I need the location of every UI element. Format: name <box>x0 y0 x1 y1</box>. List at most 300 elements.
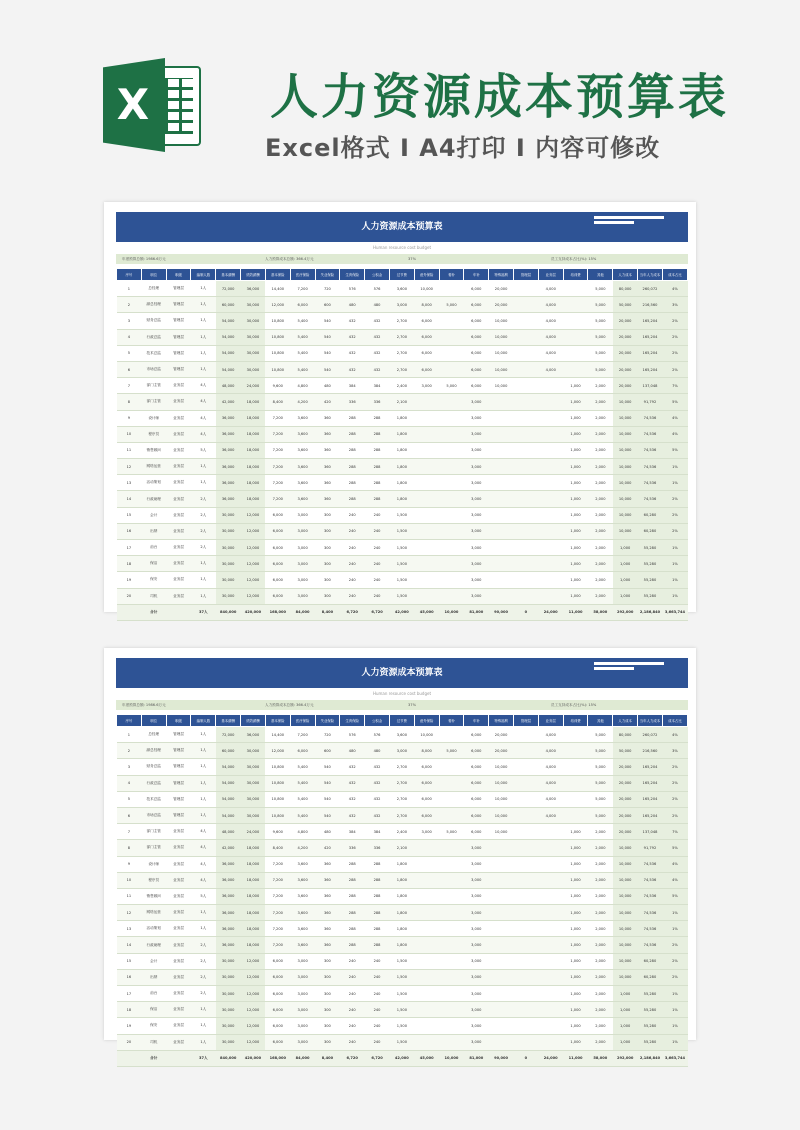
table-cell <box>538 459 563 475</box>
table-cell: 1,500 <box>389 556 414 572</box>
table-cell <box>439 507 464 523</box>
table-cell: 2% <box>662 969 687 985</box>
total-cell: 24,000 <box>538 604 563 620</box>
table-cell: 30,000 <box>241 791 266 807</box>
table-cell: 1,000 <box>563 969 588 985</box>
table-cell: 24,000 <box>241 378 266 394</box>
table-cell: 12,000 <box>241 556 266 572</box>
table-cell: 业务层 <box>166 426 191 442</box>
table-cell: 7 <box>117 824 142 840</box>
hero-banner <box>0 0 800 190</box>
table-cell <box>514 888 539 904</box>
table-cell: 13 <box>117 921 142 937</box>
total-row <box>117 1050 688 1066</box>
table-cell: 12 <box>117 459 142 475</box>
table-cell: 432 <box>340 361 365 377</box>
table-cell: 3,000 <box>464 394 489 410</box>
table-cell <box>514 953 539 969</box>
table-cell: 10,000 <box>613 856 638 872</box>
column-header: 人力成本 <box>613 715 638 727</box>
table-cell: 财务总监 <box>141 759 166 775</box>
table-cell: 7,200 <box>265 426 290 442</box>
table-cell: 3,000 <box>290 953 315 969</box>
sheet-subtitle: Human resource cost budget <box>372 245 432 250</box>
table-cell: 30,000 <box>241 743 266 759</box>
table-cell <box>514 921 539 937</box>
table-cell: 7% <box>662 378 687 394</box>
table-cell: 10 <box>117 872 142 888</box>
table-cell: 3,600 <box>290 937 315 953</box>
table-cell: 300 <box>315 556 340 572</box>
table-cell <box>563 743 588 759</box>
table-cell: 管理层 <box>166 759 191 775</box>
table-cell <box>514 313 539 329</box>
table-cell <box>489 588 514 604</box>
excel-logo-icon: X <box>103 58 203 152</box>
table-cell: 5人 <box>191 888 216 904</box>
table-cell: 1% <box>662 1002 687 1018</box>
table-cell: 3,600 <box>290 442 315 458</box>
table-cell: 30,000 <box>241 759 266 775</box>
table-cell: 3,600 <box>290 856 315 872</box>
table-cell: 288 <box>365 905 390 921</box>
table-cell <box>538 442 563 458</box>
table-cell: 300 <box>315 1018 340 1034</box>
table-cell: 288 <box>340 921 365 937</box>
table-cell: 5 <box>117 791 142 807</box>
table-cell <box>538 507 563 523</box>
table-cell <box>489 540 514 556</box>
table-cell: 20,000 <box>613 361 638 377</box>
table-cell: 1,000 <box>563 410 588 426</box>
table-cell <box>514 507 539 523</box>
total-cell: 6,720 <box>340 1050 365 1066</box>
table-cell: 3,000 <box>464 888 489 904</box>
table-cell: 5,000 <box>588 759 613 775</box>
table-cell: 设计师 <box>141 410 166 426</box>
table-cell: 1,000 <box>563 442 588 458</box>
table-cell: 576 <box>340 727 365 743</box>
table-cell: 部门主管 <box>141 840 166 856</box>
table-cell: 业务层 <box>166 856 191 872</box>
table-cell: 销售顾问 <box>141 442 166 458</box>
table-cell: 业务层 <box>166 556 191 572</box>
table-cell <box>514 588 539 604</box>
column-header: 管理层 <box>514 715 539 727</box>
table-cell: 5,000 <box>439 378 464 394</box>
table-cell: 6,000 <box>464 727 489 743</box>
table-cell: 42,000 <box>216 394 241 410</box>
table-cell: 1,000 <box>563 986 588 1002</box>
table-row <box>117 523 688 539</box>
table-cell: 3,000 <box>290 1002 315 1018</box>
table-cell: 1,500 <box>389 1002 414 1018</box>
table-cell <box>514 329 539 345</box>
table-cell: 480 <box>365 297 390 313</box>
table-cell: 2,700 <box>389 345 414 361</box>
table-cell: 20,000 <box>489 743 514 759</box>
table-row <box>117 556 688 572</box>
total-cell: 6,720 <box>365 1050 390 1066</box>
table-cell: 60,280 <box>638 953 663 969</box>
total-cell: 0 <box>514 604 539 620</box>
table-cell: 1人 <box>191 475 216 491</box>
table-row <box>117 297 688 313</box>
table-cell: 12,000 <box>241 953 266 969</box>
column-header: 职级 <box>166 715 191 727</box>
table-cell <box>538 856 563 872</box>
table-cell: 20,000 <box>613 329 638 345</box>
table-row <box>117 491 688 507</box>
table-cell: 2,100 <box>389 840 414 856</box>
table-cell: 6,000 <box>265 556 290 572</box>
table-cell: 保洁 <box>141 556 166 572</box>
table-cell: 2人 <box>191 953 216 969</box>
sheet-preview-1 <box>104 202 696 615</box>
table-cell: 3,000 <box>464 588 489 604</box>
table-cell <box>514 345 539 361</box>
table-cell: 74,536 <box>638 426 663 442</box>
table-cell <box>414 556 439 572</box>
table-cell <box>489 556 514 572</box>
table-cell: 165,204 <box>638 329 663 345</box>
table-cell: 6,000 <box>464 791 489 807</box>
table-cell: 2,700 <box>389 791 414 807</box>
table-cell: 12 <box>117 905 142 921</box>
table-cell <box>439 475 464 491</box>
table-cell: 36,000 <box>216 426 241 442</box>
table-cell: 432 <box>340 345 365 361</box>
column-header: 绩效薪酬 <box>241 269 266 281</box>
table-cell: 30,000 <box>216 953 241 969</box>
total-cell: 420,000 <box>241 1050 266 1066</box>
table-cell: 5,000 <box>588 297 613 313</box>
table-cell: 5,400 <box>290 775 315 791</box>
table-cell: 4 <box>117 775 142 791</box>
table-cell: 3,000 <box>464 523 489 539</box>
table-cell: 300 <box>315 986 340 1002</box>
column-header: 其他 <box>588 715 613 727</box>
table-cell: 3,000 <box>464 426 489 442</box>
table-cell: 5,000 <box>588 329 613 345</box>
table-row <box>117 953 688 969</box>
table-cell: 540 <box>315 775 340 791</box>
table-cell <box>414 540 439 556</box>
table-cell <box>563 807 588 823</box>
table-cell <box>514 410 539 426</box>
table-row <box>117 540 688 556</box>
table-cell <box>514 281 539 297</box>
table-row <box>117 807 688 823</box>
table-cell: 10,000 <box>613 442 638 458</box>
total-cell: 10,000 <box>439 1050 464 1066</box>
table-cell: 1人 <box>191 791 216 807</box>
table-cell <box>439 759 464 775</box>
table-cell: 10,800 <box>265 361 290 377</box>
table-cell <box>439 572 464 588</box>
table-cell: 2,000 <box>588 426 613 442</box>
table-cell: 300 <box>315 588 340 604</box>
table-cell: 行政助理 <box>141 937 166 953</box>
table-cell: 1人 <box>191 329 216 345</box>
table-cell: 240 <box>340 1018 365 1034</box>
table-cell: 60,280 <box>638 507 663 523</box>
table-cell <box>489 872 514 888</box>
table-cell <box>414 426 439 442</box>
table-cell: 7,200 <box>265 937 290 953</box>
table-cell: 2,700 <box>389 361 414 377</box>
table-cell: 6,000 <box>464 281 489 297</box>
column-header: 失业保险 <box>315 269 340 281</box>
table-cell: 财务总监 <box>141 313 166 329</box>
table-cell: 1,000 <box>563 1034 588 1050</box>
table-cell: 50,000 <box>613 297 638 313</box>
table-cell: 5,400 <box>290 807 315 823</box>
table-cell: 165,204 <box>638 361 663 377</box>
table-cell: 2 <box>117 743 142 759</box>
table-cell <box>489 491 514 507</box>
table-cell: 3% <box>662 743 687 759</box>
table-row <box>117 1002 688 1018</box>
table-cell: 72,000 <box>216 727 241 743</box>
table-cell: 2,700 <box>389 313 414 329</box>
table-cell: 165,204 <box>638 807 663 823</box>
table-cell: 20,000 <box>613 775 638 791</box>
table-cell: 2,000 <box>588 378 613 394</box>
table-cell: 3,000 <box>290 507 315 523</box>
table-cell: 432 <box>365 791 390 807</box>
table-cell: 3,600 <box>290 426 315 442</box>
table-cell: 360 <box>315 905 340 921</box>
table-cell: 2% <box>662 953 687 969</box>
table-row <box>117 394 688 410</box>
table-cell: 12,000 <box>241 523 266 539</box>
total-cell: 37人 <box>191 604 216 620</box>
table-cell <box>489 394 514 410</box>
table-cell: 2 <box>117 297 142 313</box>
table-cell: 240 <box>340 540 365 556</box>
table-cell: 288 <box>340 410 365 426</box>
table-cell: 240 <box>365 507 390 523</box>
table-cell: 240 <box>340 523 365 539</box>
column-header: 基本薪酬 <box>216 269 241 281</box>
table-cell <box>563 329 588 345</box>
table-row <box>117 905 688 921</box>
table-cell: 3,000 <box>464 410 489 426</box>
table-cell <box>489 921 514 937</box>
table-cell: 总经理 <box>141 727 166 743</box>
table-cell: 17 <box>117 986 142 1002</box>
total-cell: 8,400 <box>315 604 340 620</box>
table-cell: 30,000 <box>216 969 241 985</box>
table-cell: 1,000 <box>563 556 588 572</box>
table-cell: 12,000 <box>241 507 266 523</box>
table-cell: 240 <box>340 556 365 572</box>
table-cell: 540 <box>315 345 340 361</box>
table-cell: 3,000 <box>290 986 315 1002</box>
table-cell <box>538 1018 563 1034</box>
table-cell: 1人 <box>191 313 216 329</box>
total-cell: 合计 <box>141 1050 166 1066</box>
table-cell <box>538 556 563 572</box>
table-cell: 432 <box>365 313 390 329</box>
table-cell: 1,000 <box>613 556 638 572</box>
table-cell: 30,000 <box>216 1034 241 1050</box>
table-cell: 业务层 <box>166 905 191 921</box>
table-cell: 1人 <box>191 807 216 823</box>
table-cell: 3,000 <box>389 297 414 313</box>
table-cell: 432 <box>340 329 365 345</box>
table-cell: 1,000 <box>563 523 588 539</box>
table-cell <box>439 345 464 361</box>
table-cell <box>563 345 588 361</box>
table-cell <box>414 1002 439 1018</box>
table-cell: 6,000 <box>414 313 439 329</box>
table-cell: 1,000 <box>563 378 588 394</box>
table-cell: 432 <box>365 759 390 775</box>
table-cell: 3,000 <box>464 507 489 523</box>
table-cell <box>514 475 539 491</box>
table-row <box>117 856 688 872</box>
table-cell: 18,000 <box>241 442 266 458</box>
table-cell: 3,000 <box>464 459 489 475</box>
table-cell <box>439 361 464 377</box>
table-cell: 300 <box>315 572 340 588</box>
table-cell: 10,000 <box>489 329 514 345</box>
table-cell: 1% <box>662 475 687 491</box>
table-cell: 2,000 <box>588 921 613 937</box>
table-cell: 432 <box>340 791 365 807</box>
table-row <box>117 442 688 458</box>
table-cell: 240 <box>340 1034 365 1050</box>
table-cell <box>414 872 439 888</box>
table-cell: 业务层 <box>166 937 191 953</box>
table-cell: 3,000 <box>464 921 489 937</box>
table-cell: 6,000 <box>464 313 489 329</box>
column-header: 特殊福利 <box>489 715 514 727</box>
table-cell <box>439 523 464 539</box>
table-cell: 36,000 <box>216 856 241 872</box>
column-header: 序号 <box>117 269 142 281</box>
table-cell <box>489 953 514 969</box>
table-cell: 576 <box>365 281 390 297</box>
table-cell: 3,000 <box>464 491 489 507</box>
column-header: 成本占比 <box>662 715 687 727</box>
table-cell: 2% <box>662 491 687 507</box>
column-header: 车补 <box>464 715 489 727</box>
table-cell: 1,800 <box>389 856 414 872</box>
table-cell: 288 <box>365 872 390 888</box>
table-cell: 市场总监 <box>141 361 166 377</box>
table-cell: 30,000 <box>241 345 266 361</box>
table-cell <box>439 1018 464 1034</box>
table-cell: 10,800 <box>265 759 290 775</box>
table-cell: 360 <box>315 426 340 442</box>
table-cell <box>538 872 563 888</box>
table-cell <box>514 824 539 840</box>
table-cell <box>489 442 514 458</box>
total-cell: 6,720 <box>365 604 390 620</box>
table-cell: 6,000 <box>265 572 290 588</box>
column-header: 过节费 <box>389 715 414 727</box>
table-cell: 1% <box>662 540 687 556</box>
table-cell: 4,000 <box>538 727 563 743</box>
table-cell: 业务层 <box>166 459 191 475</box>
table-cell: 20,000 <box>489 281 514 297</box>
table-cell: 432 <box>340 775 365 791</box>
table-cell: 2,000 <box>588 523 613 539</box>
table-cell <box>489 1002 514 1018</box>
table-cell: 10,800 <box>265 329 290 345</box>
table-cell: 3,000 <box>414 378 439 394</box>
table-cell: 288 <box>365 475 390 491</box>
table-cell: 5,400 <box>290 345 315 361</box>
table-cell <box>514 426 539 442</box>
column-header: 管理层 <box>514 269 539 281</box>
table-cell: 1,000 <box>563 1018 588 1034</box>
table-cell: 216,560 <box>638 743 663 759</box>
table-cell: 360 <box>315 459 340 475</box>
table-cell: 6,000 <box>414 345 439 361</box>
table-cell <box>563 313 588 329</box>
table-cell <box>414 986 439 1002</box>
table-cell: 网络运营 <box>141 905 166 921</box>
table-cell: 3,000 <box>464 572 489 588</box>
total-cell: 90,000 <box>489 1050 514 1066</box>
total-cell: 292,000 <box>613 604 638 620</box>
table-cell: 4人 <box>191 378 216 394</box>
table-cell: 2,000 <box>588 507 613 523</box>
table-cell: 42,000 <box>216 840 241 856</box>
table-cell: 80,000 <box>613 281 638 297</box>
table-cell: 7,200 <box>265 856 290 872</box>
table-cell <box>414 572 439 588</box>
table-cell: 9,600 <box>265 378 290 394</box>
table-cell: 1,000 <box>563 840 588 856</box>
table-cell: 30,000 <box>241 775 266 791</box>
table-cell: 74,536 <box>638 856 663 872</box>
table-cell: 4% <box>662 410 687 426</box>
column-header: 公积金 <box>365 715 390 727</box>
table-cell: 30,000 <box>241 297 266 313</box>
table-cell: 55,280 <box>638 1002 663 1018</box>
table-cell: 300 <box>315 953 340 969</box>
table-cell: 总经理 <box>141 281 166 297</box>
table-cell: 5,000 <box>588 313 613 329</box>
table-cell <box>514 856 539 872</box>
table-cell <box>514 572 539 588</box>
table-cell: 6,000 <box>464 378 489 394</box>
table-cell: 网络运营 <box>141 459 166 475</box>
table-row <box>117 743 688 759</box>
table-cell: 2% <box>662 507 687 523</box>
table-row <box>117 840 688 856</box>
table-cell: 288 <box>365 491 390 507</box>
table-cell: 行政总监 <box>141 775 166 791</box>
table-cell: 4,000 <box>538 281 563 297</box>
table-cell <box>414 921 439 937</box>
summary-item: 员工支持成本占比(%): 15% <box>551 256 597 261</box>
table-cell: 540 <box>315 361 340 377</box>
column-header: 基本薪酬 <box>216 715 241 727</box>
summary-item: 37% <box>408 703 416 707</box>
table-cell: 18 <box>117 556 142 572</box>
table-cell: 6,000 <box>464 297 489 313</box>
table-cell: 7,200 <box>265 475 290 491</box>
table-cell: 6,000 <box>265 523 290 539</box>
table-cell: 销售顾问 <box>141 888 166 904</box>
table-cell <box>514 556 539 572</box>
